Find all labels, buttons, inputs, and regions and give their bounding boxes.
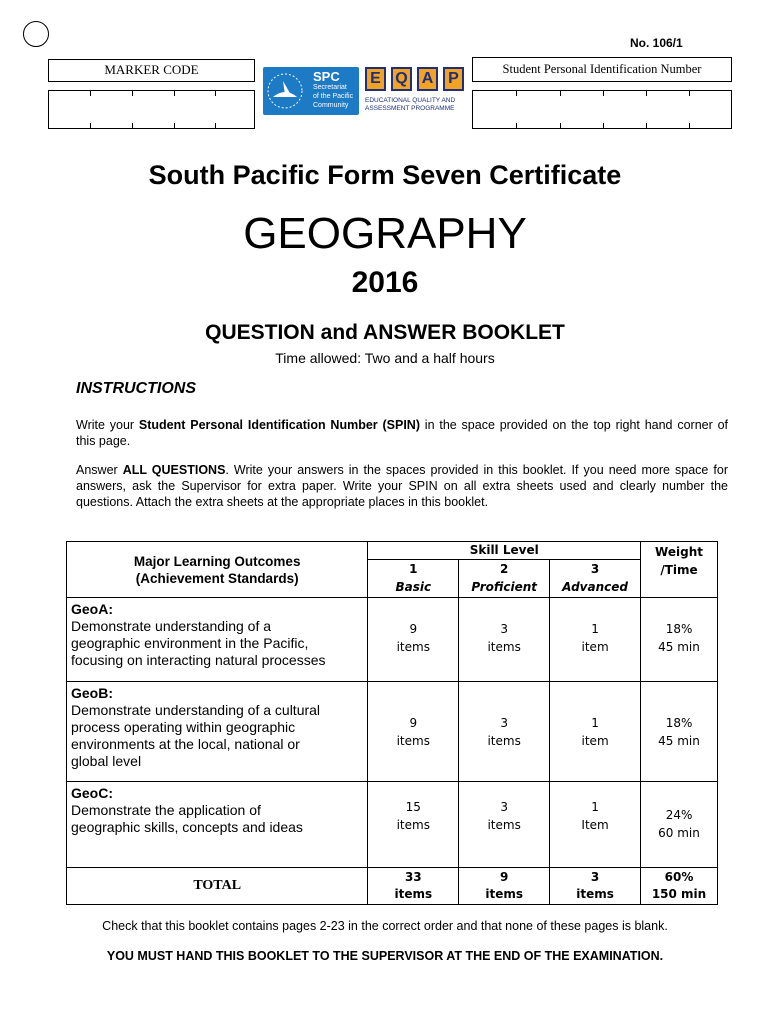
total-weight [641, 868, 718, 905]
time: 45 min [658, 734, 700, 748]
header-weight [641, 542, 718, 598]
outcome-desc-line: focusing on interacting natural processes [71, 652, 326, 668]
advanced-items [550, 782, 641, 868]
unit: items [396, 734, 430, 748]
eqap-subtitle-line-2: ASSESSMENT PROGRAMME [365, 105, 455, 112]
eqap-subtitle-line-1: EDUCATIONAL QUALITY AND [365, 97, 456, 104]
header-mlo [67, 542, 368, 598]
outcome-desc-line: Demonstrate the application of [71, 802, 261, 818]
total-basic [368, 868, 459, 905]
basic-items [368, 782, 459, 868]
level-num: 3 [590, 562, 600, 576]
weight: 60% [664, 870, 694, 884]
level-name: Basic [395, 580, 432, 594]
spc-acronym: SPC [313, 69, 340, 84]
outcome-desc-line: Demonstrate understanding of a cultural [71, 702, 321, 718]
spin-label: Student Personal Identification Number [502, 62, 702, 76]
instruction-answer-before: Answer [76, 463, 123, 477]
outcome-desc-line: geographic environment in the Pacific, [71, 635, 309, 651]
outcome-desc-line: global level [71, 753, 142, 769]
unit: items [396, 818, 430, 832]
header-level-advanced [550, 560, 641, 598]
header-mlo-line-1: Major Learning Outcomes [133, 553, 301, 569]
weight: 24% [665, 808, 693, 822]
eqap-letter-a: A [417, 67, 438, 91]
count: 3 [590, 870, 600, 884]
instruction-answer [76, 462, 728, 510]
advanced-items [550, 682, 641, 782]
marker-code-label-box [48, 59, 255, 82]
unit: items [485, 887, 523, 901]
instructions-heading: INSTRUCTIONS [76, 380, 196, 397]
outcome-cell [67, 682, 368, 782]
spc-line-2: of the Pacific [313, 93, 354, 100]
header-level-proficient [459, 560, 550, 598]
spin-input[interactable] [472, 90, 732, 129]
spc-line-3: Community [313, 102, 349, 109]
count: 9 [499, 870, 509, 884]
count: 3 [500, 716, 508, 730]
eqap-logo [365, 67, 467, 115]
instruction-spin-after: in the space provided on the top right hand corner of this page. [76, 418, 728, 448]
count: 1 [591, 622, 599, 636]
time: 150 min [651, 887, 707, 901]
spc-logo [263, 67, 359, 115]
marker-code-input[interactable] [48, 90, 255, 129]
count: 3 [500, 800, 508, 814]
exam-year: 2016 [351, 266, 419, 299]
registration-circle [23, 21, 49, 47]
table-total-row [67, 868, 718, 905]
outcome-cell [67, 782, 368, 868]
basic-items [368, 682, 459, 782]
outcome-desc-line: Demonstrate understanding of a [71, 618, 272, 634]
time-allowed: Time allowed: Two and a half hours [275, 350, 495, 366]
eqap-letter-p: P [443, 67, 464, 91]
count: 15 [405, 800, 421, 814]
weight-time [641, 782, 718, 868]
outcome-code: GeoC: [71, 785, 113, 801]
header-weight-line-2: /Time [660, 563, 698, 577]
count: 1 [591, 800, 599, 814]
header-mlo-line-2: (Achievement Standards) [135, 570, 299, 586]
outcome-code: GeoA: [71, 601, 113, 617]
time: 60 min [658, 826, 700, 840]
header-level-basic [368, 560, 459, 598]
page-check-note: Check that this booklet contains pages 2-23 in the correct order and that none of these pages is blank. [102, 919, 668, 933]
table-row [67, 782, 718, 868]
level-name: Proficient [471, 580, 537, 594]
outcome-code: GeoB: [71, 685, 113, 701]
instruction-spin [76, 417, 728, 449]
count: 3 [500, 622, 508, 636]
unit: items [394, 887, 433, 901]
table-row [67, 598, 718, 682]
total-proficient [459, 868, 550, 905]
outcome-desc-line: process operating within geographic [71, 719, 296, 735]
unit: item [581, 640, 609, 654]
level-num: 1 [409, 562, 418, 576]
instruction-answer-bold: ALL QUESTIONS [122, 463, 226, 477]
hand-in-note: YOU MUST HAND THIS BOOKLET TO THE SUPERVISOR AT THE END OF THE EXAMINATION. [106, 949, 664, 963]
eqap-letter-q: Q [391, 67, 412, 91]
spin-label-box [472, 57, 732, 82]
marker-code-label: MARKER CODE [104, 62, 199, 77]
total-label: TOTAL [67, 868, 368, 905]
instruction-spin-bold: Student Personal Identification Number (SPIN) [138, 418, 420, 432]
level-num: 2 [499, 562, 509, 576]
unit: item [581, 734, 609, 748]
level-name: Advanced [562, 580, 628, 594]
unit: Item [581, 818, 609, 832]
certificate-title: South Pacific Form Seven Certificate [148, 160, 622, 190]
basic-items [368, 598, 459, 682]
outcome-desc-line: environments at the local, national or [71, 736, 300, 752]
count: 9 [409, 622, 418, 636]
outcome-desc-line: geographic skills, concepts and ideas [71, 819, 303, 835]
header-skill-level: Skill Level [368, 542, 641, 560]
weight-time [641, 598, 718, 682]
unit: items [487, 640, 521, 654]
eqap-subtitle [365, 97, 467, 113]
unit: items [487, 818, 521, 832]
weight-time [641, 682, 718, 782]
unit: items [396, 640, 430, 654]
total-advanced [550, 868, 641, 905]
outcome-cell [67, 598, 368, 682]
table-row [67, 682, 718, 782]
unit: items [487, 734, 521, 748]
count: 9 [409, 716, 418, 730]
weight: 18% [665, 716, 693, 730]
spc-line-1: Secretariat [313, 84, 347, 91]
proficient-items [459, 782, 550, 868]
proficient-items [459, 682, 550, 782]
advanced-items [550, 598, 641, 682]
eqap-letter-e: E [365, 67, 386, 91]
proficient-items [459, 598, 550, 682]
time: 45 min [658, 640, 700, 654]
instruction-answer-after: . Write your answers in the spaces provided in this booklet. If you need more space for answers, ask the Supervisor for extra paper. Write your SPIN on all extra sheets used and clearly number the questions. Attach the extra sheets at the appropriate places in this booklet. [76, 463, 728, 509]
document-number: No. 106/1 [630, 36, 683, 50]
unit: items [576, 887, 614, 901]
subject-title: GEOGRAPHY [243, 209, 527, 258]
count: 33 [404, 870, 422, 884]
header-weight-line-1: Weight [655, 545, 703, 559]
weight: 18% [665, 622, 693, 636]
learning-outcomes-table [66, 541, 718, 905]
count: 1 [591, 716, 599, 730]
booklet-title: QUESTION and ANSWER BOOKLET [205, 321, 565, 344]
instruction-spin-before: Write your [76, 418, 139, 432]
